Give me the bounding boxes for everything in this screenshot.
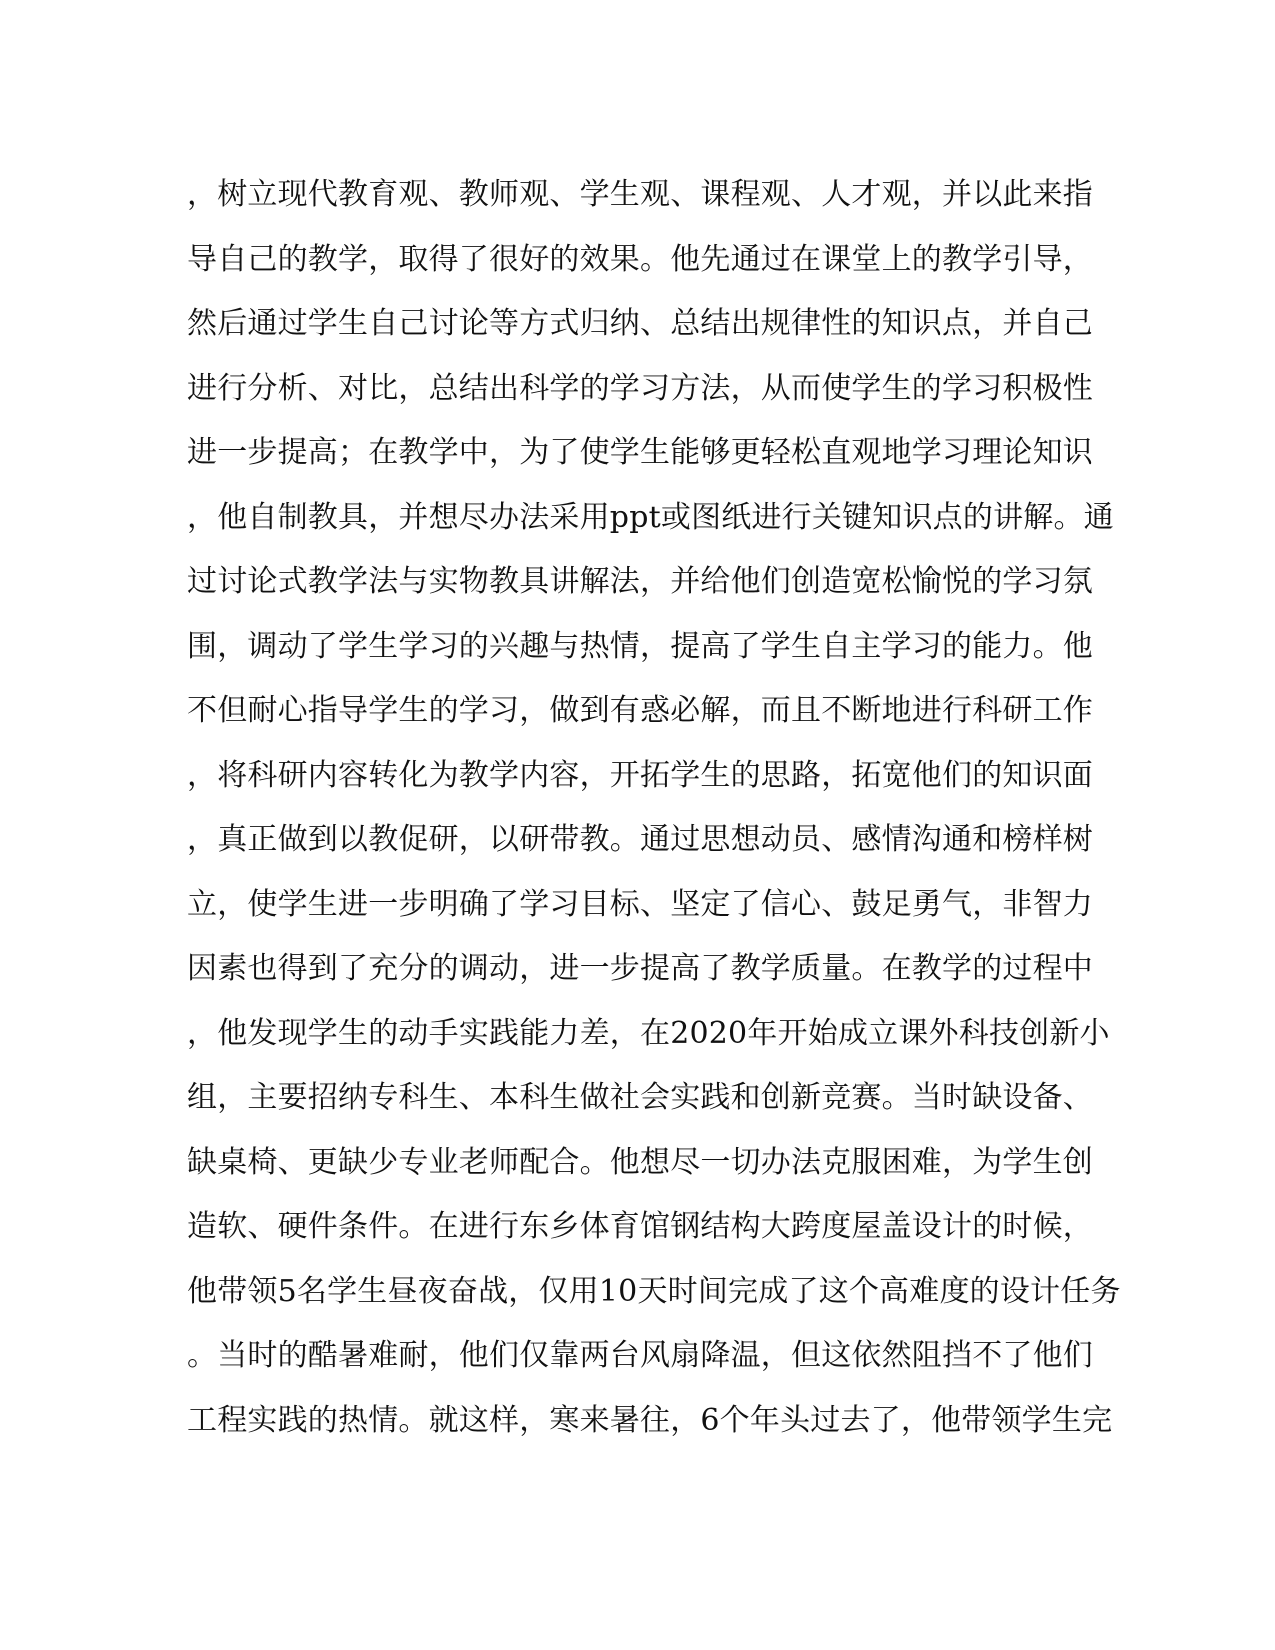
text-line: 因素也得到了充分的调动，进一步提高了教学质量。在教学的过程中 (187, 951, 1093, 986)
text-line: 缺桌椅、更缺少专业老师配合。他想尽一切办法克服困难，为学生创 (187, 1144, 1093, 1180)
text-line: 工程实践的热情。就这样，寒来暑往，6个年头过去了，他带领学生完 (187, 1402, 1113, 1438)
text-line: 导自己的教学，取得了很好的效果。他先通过在课堂上的教学引导， (187, 241, 1093, 277)
text-line: 。当时的酷暑难耐，他们仅靠两台风扇降温，但这依然阻挡不了他们 (187, 1338, 1093, 1373)
text-line: ，将科研内容转化为教学内容，开拓学生的思路，拓宽他们的知识面 (187, 757, 1093, 793)
text-line: ，他发现学生的动手实践能力差，在2020年开始成立课外科技创新小 (187, 1015, 1110, 1051)
text-line: ，树立现代教育观、教师观、学生观、课程观、人才观，并以此来指 (187, 177, 1093, 212)
text-line: ，真正做到以教促研，以研带教。通过思想动员、感情沟通和榜样树 (187, 822, 1093, 857)
text-line: 立，使学生进一步明确了学习目标、坚定了信心、鼓足勇气，非智力 (187, 886, 1093, 922)
text-line: ，他自制教具，并想尽办法采用ppt或图纸进行关键知识点的讲解。通 (187, 499, 1114, 535)
body-text (187, 163, 1121, 1453)
text-line: 进一步提高；在教学中，为了使学生能够更轻松直观地学习理论知识 (187, 435, 1093, 470)
text-line: 围，调动了学生学习的兴趣与热情，提高了学生自主学习的能力。他 (187, 628, 1093, 664)
text-line: 造软、硬件条件。在进行东乡体育馆钢结构大跨度屋盖设计的时候， (187, 1209, 1093, 1244)
text-line: 过讨论式教学法与实物教具讲解法，并给他们创造宽松愉悦的学习氛 (187, 564, 1093, 599)
text-line: 组，主要招纳专科生、本科生做社会实践和创新竞赛。当时缺设备、 (187, 1080, 1093, 1115)
text-line: 他带领5名学生昼夜奋战，仅用10天时间完成了这个高难度的设计任务 (187, 1273, 1121, 1309)
text-line: 进行分析、对比，总结出科学的学习方法，从而使学生的学习积极性 (187, 370, 1093, 406)
text-line: 然后通过学生自己讨论等方式归纳、总结出规律性的知识点，并自己 (187, 306, 1093, 341)
text-line: 不但耐心指导学生的学习，做到有惑必解，而且不断地进行科研工作 (187, 693, 1093, 728)
